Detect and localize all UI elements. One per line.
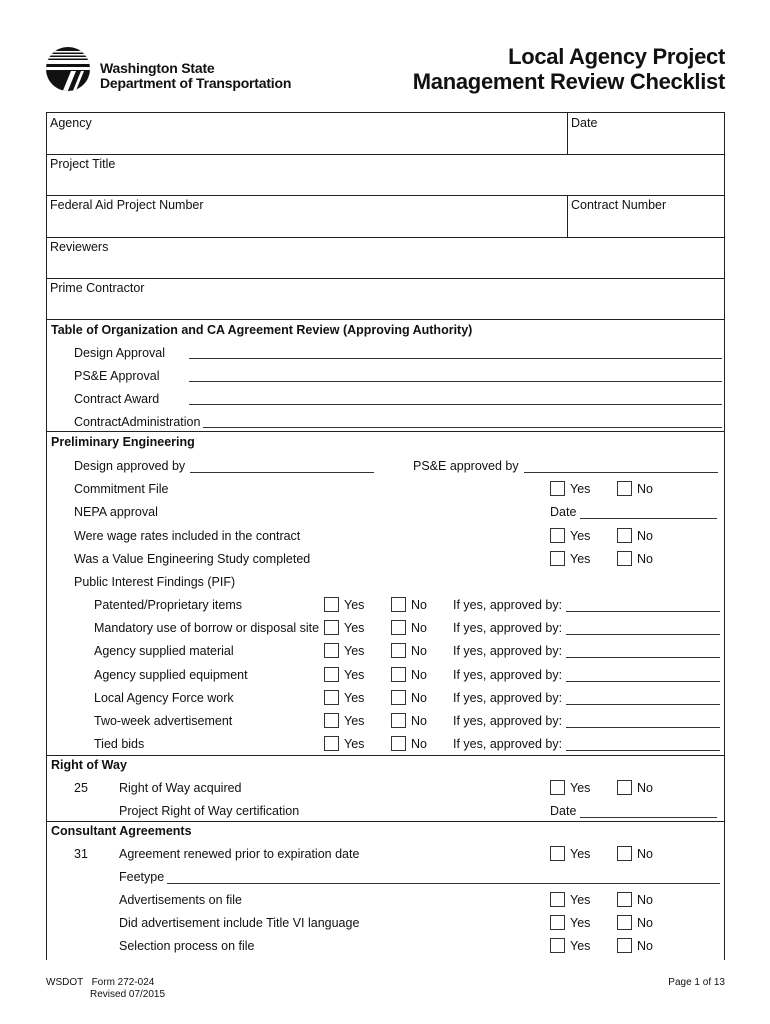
- pif-no-checkbox[interactable]: [391, 667, 406, 682]
- yes-label: Yes: [344, 714, 365, 728]
- design-approval-line[interactable]: [189, 358, 722, 359]
- no-label: No: [411, 644, 427, 658]
- contract-award-label: Contract Award: [74, 392, 160, 406]
- no-label: No: [411, 714, 427, 728]
- design-approved-by-label: Design approved by: [74, 459, 186, 473]
- pif-yes-checkbox[interactable]: [324, 620, 339, 635]
- footer-org: WSDOT: [46, 977, 84, 988]
- row-acquired-no-checkbox[interactable]: [617, 780, 632, 795]
- consultant-section: [46, 822, 725, 960]
- contract-admin-line[interactable]: [203, 427, 722, 428]
- prelim-section: [46, 432, 725, 756]
- if-yes-label: If yes, approved by:: [453, 737, 563, 751]
- commitment-file-no-checkbox[interactable]: [617, 481, 632, 496]
- row-acquired-yes-checkbox[interactable]: [550, 780, 565, 795]
- selection-no-checkbox[interactable]: [617, 938, 632, 953]
- prelim-heading: Preliminary Engineering: [51, 435, 195, 449]
- if-yes-label: If yes, approved by:: [453, 668, 563, 682]
- row-heading: Right of Way: [51, 758, 127, 772]
- no-label: No: [411, 668, 427, 682]
- yes-label: Yes: [570, 893, 591, 907]
- row-date-label: Date: [550, 804, 577, 818]
- advertisements-no-checkbox[interactable]: [617, 892, 632, 907]
- selection-yes-checkbox[interactable]: [550, 938, 565, 953]
- pif-no-checkbox[interactable]: [391, 620, 406, 635]
- pif-item: Agency supplied material: [94, 644, 234, 658]
- page-title: [413, 44, 725, 94]
- wage-rates-no-checkbox[interactable]: [617, 528, 632, 543]
- wage-rates-yes-checkbox[interactable]: [550, 528, 565, 543]
- yes-label: Yes: [570, 552, 591, 566]
- federal-aid-field[interactable]: Federal Aid Project Number: [50, 198, 204, 212]
- pif-approved-by-line[interactable]: [566, 634, 720, 635]
- renewed-label: Agreement renewed prior to expiration date: [119, 847, 360, 861]
- pse-approved-by-line[interactable]: [524, 472, 718, 473]
- advertisements-yes-checkbox[interactable]: [550, 892, 565, 907]
- pse-approved-by-label: PS&E approved by: [413, 459, 519, 473]
- page-number: Page 1 of 13: [668, 977, 725, 988]
- pif-yes-checkbox[interactable]: [324, 597, 339, 612]
- org-line-2: Department of Transportation: [100, 75, 292, 91]
- nepa-date-line[interactable]: [580, 518, 717, 519]
- renewed-yes-checkbox[interactable]: [550, 846, 565, 861]
- table-org-section: [46, 320, 725, 432]
- no-label: No: [637, 939, 653, 953]
- no-label: No: [411, 691, 427, 705]
- value-eng-no-checkbox[interactable]: [617, 551, 632, 566]
- feetype-label: Feetype: [119, 870, 165, 884]
- footer-revised: Revised 07/2015: [90, 989, 166, 1000]
- wage-rates-label: Were wage rates included in the contract: [74, 529, 301, 543]
- wsdot-logo: [44, 45, 92, 93]
- pif-item: Mandatory use of borrow or disposal site: [94, 621, 320, 635]
- no-label: No: [637, 529, 653, 543]
- pif-no-checkbox[interactable]: [391, 597, 406, 612]
- project-title-field[interactable]: Project Title: [50, 157, 116, 171]
- pif-label: Public Interest Findings (PIF): [74, 575, 236, 589]
- pse-approval-label: PS&E Approval: [74, 369, 160, 383]
- no-label: No: [637, 847, 653, 861]
- if-yes-label: If yes, approved by:: [453, 714, 563, 728]
- commitment-file-label: Commitment File: [74, 482, 169, 496]
- row-acquired-label: Right of Way acquired: [119, 781, 242, 795]
- pif-item: Two-week advertisement: [94, 714, 233, 728]
- if-yes-label: If yes, approved by:: [453, 598, 563, 612]
- pif-approved-by-line[interactable]: [566, 750, 720, 751]
- yes-label: Yes: [570, 939, 591, 953]
- nepa-date-label: Date: [550, 505, 577, 519]
- footer-form-info: [46, 977, 165, 1001]
- yes-label: Yes: [344, 668, 365, 682]
- pif-no-checkbox[interactable]: [391, 690, 406, 705]
- pif-yes-checkbox[interactable]: [324, 667, 339, 682]
- row-section: [46, 756, 725, 822]
- yes-label: Yes: [570, 482, 591, 496]
- consultant-heading: Consultant Agreements: [51, 824, 192, 838]
- contract-number-field[interactable]: Contract Number: [571, 198, 667, 212]
- pif-yes-checkbox[interactable]: [324, 713, 339, 728]
- date-field[interactable]: Date: [571, 116, 598, 130]
- yes-label: Yes: [570, 847, 591, 861]
- design-approval-label: Design Approval: [74, 346, 166, 360]
- no-label: No: [411, 621, 427, 635]
- pif-yes-checkbox[interactable]: [324, 690, 339, 705]
- no-label: No: [637, 916, 653, 930]
- pse-approval-line[interactable]: [189, 381, 722, 382]
- yes-label: Yes: [570, 916, 591, 930]
- pif-item: Tied bids: [94, 737, 145, 751]
- no-label: No: [411, 598, 427, 612]
- pif-no-checkbox[interactable]: [391, 643, 406, 658]
- nepa-label: NEPA approval: [74, 505, 158, 519]
- footer-form: Form 272-024: [91, 977, 155, 988]
- reviewers-field[interactable]: Reviewers: [50, 240, 109, 254]
- if-yes-label: If yes, approved by:: [453, 691, 563, 705]
- wsdot-logo-icon: [44, 45, 92, 93]
- row-certification-label: Project Right of Way certification: [119, 804, 300, 818]
- yes-label: Yes: [570, 781, 591, 795]
- no-label: No: [637, 482, 653, 496]
- pif-yes-checkbox[interactable]: [324, 643, 339, 658]
- row-date-line[interactable]: [580, 817, 717, 818]
- pif-item: Patented/Proprietary items: [94, 598, 242, 612]
- consultant-number: 31: [74, 847, 88, 861]
- feetype-line[interactable]: [167, 883, 720, 884]
- contract-admin-label: ContractAdministration: [74, 415, 201, 429]
- pif-item: Local Agency Force work: [94, 691, 234, 705]
- value-eng-label: Was a Value Engineering Study completed: [74, 552, 311, 566]
- pif-approved-by-line[interactable]: [566, 681, 720, 682]
- title-vi-label: Did advertisement include Title VI language: [119, 916, 360, 930]
- title-vi-yes-checkbox[interactable]: [550, 915, 565, 930]
- prime-contractor-field[interactable]: Prime Contractor: [50, 281, 145, 295]
- org-line-1: Washington State: [100, 60, 215, 76]
- yes-label: Yes: [344, 737, 365, 751]
- no-label: No: [637, 781, 653, 795]
- advertisements-label: Advertisements on file: [119, 893, 242, 907]
- org-name: [100, 61, 291, 91]
- pif-yes-checkbox[interactable]: [324, 736, 339, 751]
- if-yes-label: If yes, approved by:: [453, 644, 563, 658]
- table-org-heading: Table of Organization and CA Agreement Review (Approving Authority): [51, 323, 473, 337]
- pif-item: Agency supplied equipment: [94, 668, 248, 682]
- yes-label: Yes: [344, 598, 365, 612]
- design-approved-by-line[interactable]: [190, 472, 374, 473]
- pif-approved-by-line[interactable]: [566, 727, 720, 728]
- title-line-1: Local Agency Project: [508, 44, 725, 69]
- pif-no-checkbox[interactable]: [391, 736, 406, 751]
- row-number: 25: [74, 781, 88, 795]
- pif-approved-by-line[interactable]: [566, 611, 720, 612]
- no-label: No: [411, 737, 427, 751]
- yes-label: Yes: [570, 529, 591, 543]
- commitment-file-yes-checkbox[interactable]: [550, 481, 565, 496]
- no-label: No: [637, 552, 653, 566]
- no-label: No: [637, 893, 653, 907]
- agency-field[interactable]: Agency: [50, 116, 92, 130]
- yes-label: Yes: [344, 644, 365, 658]
- value-eng-yes-checkbox[interactable]: [550, 551, 565, 566]
- pif-no-checkbox[interactable]: [391, 713, 406, 728]
- header-fields: [46, 112, 725, 320]
- yes-label: Yes: [344, 621, 365, 635]
- pif-approved-by-line[interactable]: [566, 657, 720, 658]
- contract-award-line[interactable]: [189, 404, 722, 405]
- if-yes-label: If yes, approved by:: [453, 621, 563, 635]
- selection-label: Selection process on file: [119, 939, 255, 953]
- title-vi-no-checkbox[interactable]: [617, 915, 632, 930]
- title-line-2: Management Review Checklist: [412, 69, 725, 94]
- pif-approved-by-line[interactable]: [566, 704, 720, 705]
- renewed-no-checkbox[interactable]: [617, 846, 632, 861]
- yes-label: Yes: [344, 691, 365, 705]
